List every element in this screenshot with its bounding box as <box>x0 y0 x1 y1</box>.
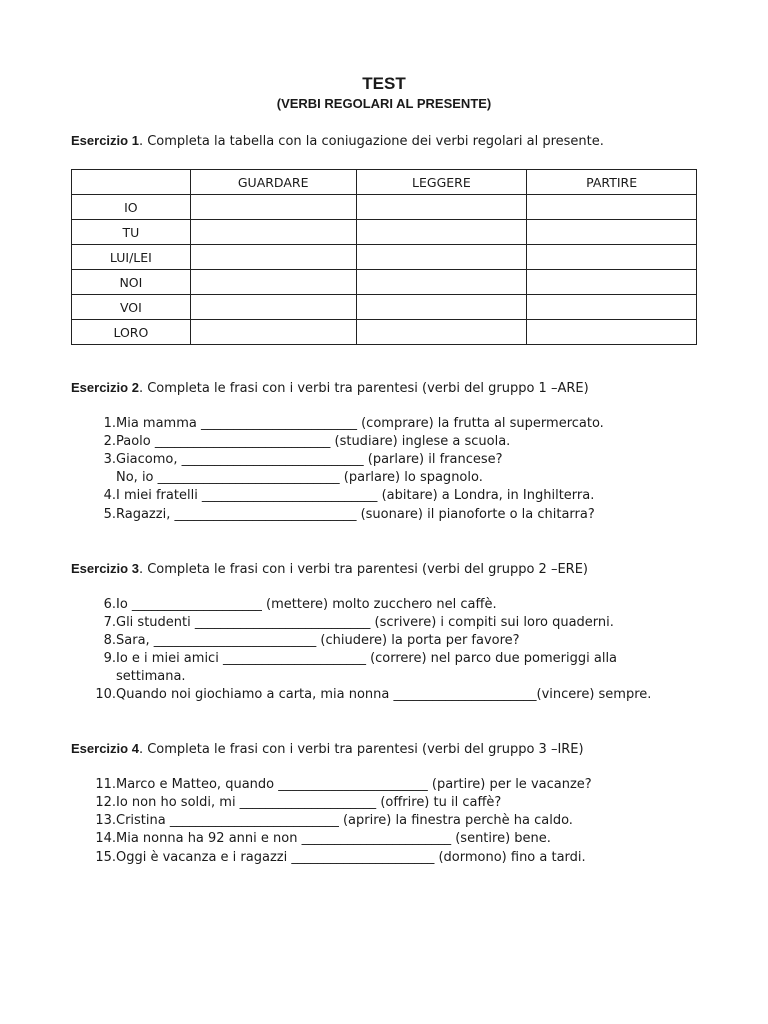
list-item <box>90 850 710 865</box>
answer-cell[interactable] <box>527 220 697 245</box>
item-number: 11. <box>95 777 116 792</box>
item-text: Io non ho soldi, mi _____________________ (offrire) tu il caffè? <box>116 795 502 810</box>
list-item <box>90 669 710 684</box>
item-text: Gli studenti ___________________________ (scrivere) i compiti sui loro quaderni. <box>116 615 614 630</box>
item-number: 1. <box>103 416 116 431</box>
list-item <box>90 777 710 792</box>
pronoun-cell: IO <box>72 195 191 220</box>
item-text: I miei fratelli ___________________________ (abitare) a Londra, in Inghilterra. <box>116 488 595 503</box>
list-item <box>90 813 710 828</box>
exercise-1-instruction: . Completa la tabella con la coniugazione dei verbi regolari al presente. <box>138 134 604 149</box>
answer-cell[interactable] <box>356 220 527 245</box>
list-item <box>90 488 710 503</box>
item-number: 15. <box>95 850 116 865</box>
item-text: Marco e Matteo, quando _______________________ (partire) per le vacanze? <box>116 777 592 792</box>
item-number: 9. <box>103 651 116 666</box>
table-row <box>72 295 697 320</box>
item-text: Mia mamma ________________________ (comprare) la frutta al supermercato. <box>116 416 604 431</box>
answer-cell[interactable] <box>190 270 356 295</box>
exercise-2-label: Esercizio 2 <box>71 380 139 395</box>
list-item <box>90 597 710 612</box>
item-text: Paolo ___________________________ (studiare) inglese a scuola. <box>116 434 511 449</box>
item-text: Ragazzi, ____________________________ (suonare) il pianoforte o la chitarra? <box>116 507 595 522</box>
list-item <box>90 615 710 630</box>
item-number: 5. <box>103 507 116 522</box>
answer-cell[interactable] <box>356 245 527 270</box>
table-row <box>72 320 697 345</box>
pronoun-cell: TU <box>72 220 191 245</box>
answer-cell[interactable] <box>356 270 527 295</box>
item-number: 6. <box>103 597 116 612</box>
exercise-4-label: Esercizio 4 <box>71 741 139 756</box>
item-number: 8. <box>103 633 116 648</box>
item-number: 14. <box>95 831 116 846</box>
pronoun-cell: LORO <box>72 320 191 345</box>
exercise-3-heading <box>71 561 588 577</box>
answer-cell[interactable] <box>190 245 356 270</box>
answer-cell[interactable] <box>356 320 527 345</box>
list-item <box>90 651 710 666</box>
item-number: 3. <box>103 452 116 467</box>
item-text: Cristina __________________________ (aprire) la finestra perchè ha caldo. <box>116 813 573 828</box>
conjugation-table <box>71 169 697 345</box>
answer-cell[interactable] <box>527 270 697 295</box>
table-header-cell: PARTIRE <box>527 170 697 195</box>
table-header-cell: LEGGERE <box>356 170 527 195</box>
table-row <box>72 270 697 295</box>
answer-cell[interactable] <box>527 195 697 220</box>
exercise-2-instruction: . Completa le frasi con i verbi tra parentesi (verbi del gruppo 1 –ARE) <box>138 381 589 396</box>
table-header-cell <box>72 170 191 195</box>
list-item <box>90 795 710 810</box>
pronoun-cell: NOI <box>72 270 191 295</box>
answer-cell[interactable] <box>527 295 697 320</box>
answer-cell[interactable] <box>190 320 356 345</box>
list-item <box>90 687 710 702</box>
table-header-cell: GUARDARE <box>190 170 356 195</box>
answer-cell[interactable] <box>190 220 356 245</box>
item-text: Sara, _________________________ (chiudere) la porta per favore? <box>116 633 520 648</box>
list-item <box>90 434 710 449</box>
table-row <box>72 245 697 270</box>
answer-cell[interactable] <box>190 295 356 320</box>
item-text: Io e i miei amici ______________________ (correre) nel parco due pomeriggi alla <box>116 651 618 666</box>
list-item <box>90 416 710 431</box>
answer-cell[interactable] <box>527 245 697 270</box>
list-item <box>90 633 710 648</box>
exercise-4-heading <box>71 741 584 757</box>
pronoun-cell: LUI/LEI <box>72 245 191 270</box>
table-row <box>72 220 697 245</box>
item-number: 4. <box>103 488 116 503</box>
item-text: Quando noi giochiamo a carta, mia nonna ______________________(vincere) sempre. <box>116 687 652 702</box>
pronoun-cell: VOI <box>72 295 191 320</box>
item-text: Io ____________________ (mettere) molto zucchero nel caffè. <box>116 597 497 612</box>
item-number: 13. <box>95 813 116 828</box>
exercise-3-instruction: . Completa le frasi con i verbi tra parentesi (verbi del gruppo 2 –ERE) <box>138 562 588 577</box>
item-number: 7. <box>103 615 116 630</box>
table-header-row <box>72 170 697 195</box>
list-item <box>90 507 710 522</box>
item-number: 10. <box>95 687 116 702</box>
answer-cell[interactable] <box>527 320 697 345</box>
answer-cell[interactable] <box>356 195 527 220</box>
exercise-3-label: Esercizio 3 <box>71 561 139 576</box>
list-item <box>90 831 710 846</box>
exercise-4-instruction: . Completa le frasi con i verbi tra parentesi (verbi del gruppo 3 –IRE) <box>138 742 584 757</box>
item-text: No, io ____________________________ (parlare) lo spagnolo. <box>116 470 483 485</box>
item-text: Oggi è vacanza e i ragazzi ______________________ (dormono) fino a tardi. <box>116 850 586 865</box>
table-row <box>72 195 697 220</box>
item-text: Giacomo, ____________________________ (parlare) il francese? <box>116 452 503 467</box>
exercise-1-heading <box>71 133 604 149</box>
answer-cell[interactable] <box>190 195 356 220</box>
exercise-2-heading <box>71 380 589 396</box>
item-text: Mia nonna ha 92 anni e non _______________________ (sentire) bene. <box>116 831 551 846</box>
list-item <box>90 452 710 467</box>
item-number: 2. <box>103 434 116 449</box>
item-text: settimana. <box>116 669 186 684</box>
page-subtitle: (VERBI REGOLARI AL PRESENTE) <box>276 96 492 111</box>
exercise-1-label: Esercizio 1 <box>71 133 139 148</box>
list-item <box>90 470 710 485</box>
page-title: TEST <box>362 74 406 93</box>
item-number: 12. <box>95 795 116 810</box>
answer-cell[interactable] <box>356 295 527 320</box>
